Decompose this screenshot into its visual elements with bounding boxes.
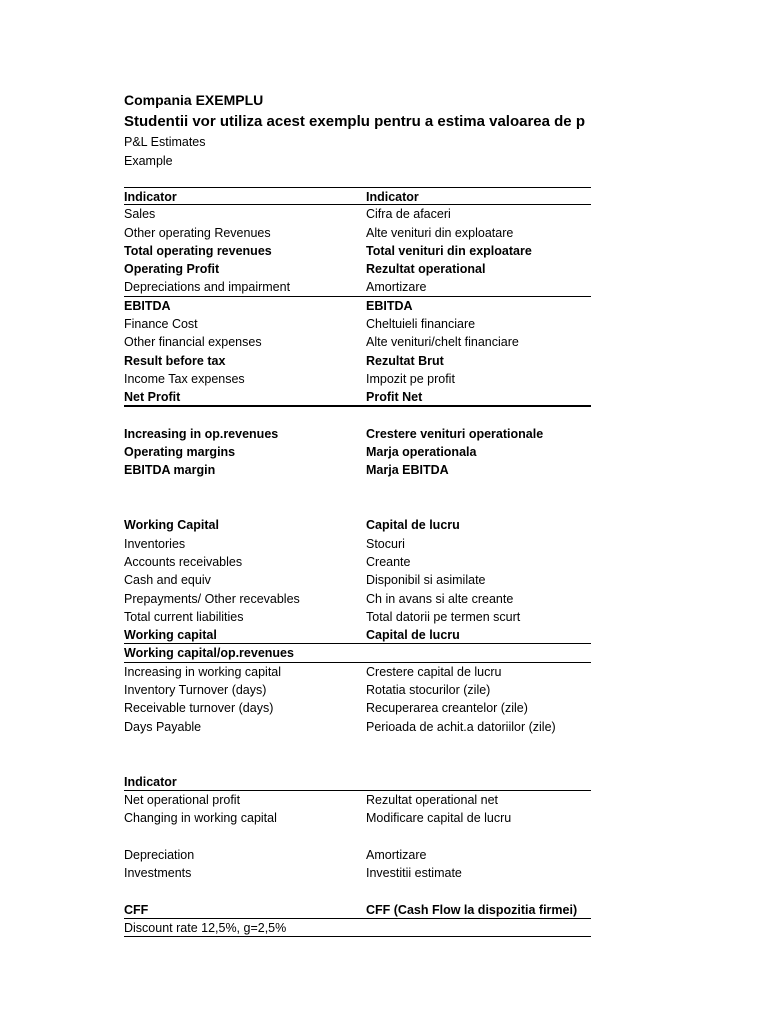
cell-en: EBITDA xyxy=(124,298,171,313)
cell-ro: Alte venituri/chelt financiare xyxy=(366,335,519,350)
pl-estimates-label: P&L Estimates xyxy=(124,135,206,149)
cell-en: Accounts receivables xyxy=(124,554,243,569)
cf-header-row xyxy=(124,773,591,791)
cf-row-net-operational-profit xyxy=(124,791,591,809)
company-title: Compania EXEMPLU xyxy=(124,92,264,108)
cell-ro: Crestere capital de lucru xyxy=(366,664,502,679)
cell-en: Prepayments/ Other recevables xyxy=(124,591,300,606)
cell-en: Increasing in working capital xyxy=(124,664,282,679)
cell-ro: Marja operationala xyxy=(366,445,477,460)
wc-row-inventory-turnover xyxy=(124,681,591,699)
cell-en: Depreciation xyxy=(124,847,195,862)
cell-ro: Cheltuieli financiare xyxy=(366,317,476,332)
pl-row-total-operating-revenues xyxy=(124,242,591,260)
cell-ro: Crestere venituri operationale xyxy=(366,426,544,441)
pl-row-other-operating-revenues xyxy=(124,224,591,242)
cell-en: Cash and equiv xyxy=(124,573,211,588)
cell-en: Net Profit xyxy=(124,390,181,405)
cell-ro: Rezultat operational xyxy=(366,262,486,277)
cell-ro: Rotatia stocurilor (zile) xyxy=(366,683,491,698)
ratio-row-increase-revenues xyxy=(124,425,591,443)
pl-row-finance-cost xyxy=(124,315,591,333)
cell-ro: Perioada de achit.a datoriilor (zile) xyxy=(366,719,556,734)
cell-ro: Ch in avans si alte creante xyxy=(366,591,514,606)
cf-header-ro xyxy=(366,773,591,790)
cell-ro: Total venituri din exploatare xyxy=(366,243,532,258)
wc-row-increase-wc xyxy=(124,663,591,681)
wc-header-ro: Capital de lucru xyxy=(366,518,460,533)
wc-row-days-payable xyxy=(124,718,591,736)
cell-ro: Impozit pe profit xyxy=(366,371,455,386)
cell-ro: Rezultat Brut xyxy=(366,353,444,368)
example-label: Example xyxy=(124,154,173,168)
wc-row-cash xyxy=(124,571,591,589)
wc-row-working-capital xyxy=(124,626,591,644)
pl-row-ebitda xyxy=(124,297,591,315)
ratio-row-operating-margins xyxy=(124,443,591,461)
cell-ro: Modificare capital de lucru xyxy=(366,811,512,826)
cell-en: CFF xyxy=(124,902,149,917)
pl-row-other-financial-expenses xyxy=(124,333,591,351)
instructions-subtitle: Studentii vor utiliza acest exemplu pentru a estima valoarea de p xyxy=(124,113,585,130)
cell-en: Income Tax expenses xyxy=(124,371,245,386)
cell-en: Net operational profit xyxy=(124,792,241,807)
wc-row-inventories xyxy=(124,535,591,553)
cell-ro: Stocuri xyxy=(366,536,405,551)
cf-header-en: Indicator xyxy=(124,774,177,789)
cell-ro: Disponibil si asimilate xyxy=(366,573,486,588)
cf-row-changing-wc xyxy=(124,809,591,827)
wc-row-wc-op-revenues xyxy=(124,644,591,662)
cell-en: Increasing in op.revenues xyxy=(124,426,279,441)
cell-en: Finance Cost xyxy=(124,317,198,332)
cell-en: Sales xyxy=(124,207,156,222)
cell-en: Other operating Revenues xyxy=(124,225,271,240)
cell-en: Operating margins xyxy=(124,445,236,460)
cell-en: Days Payable xyxy=(124,719,202,734)
pl-row-net-profit xyxy=(124,388,591,406)
cell-en: Working capital xyxy=(124,628,217,643)
cell-ro: Total datorii pe termen scurt xyxy=(366,609,521,624)
cell-en: Receivable turnover (days) xyxy=(124,701,274,716)
pl-row-depreciations xyxy=(124,278,591,296)
cf-row-depreciation xyxy=(124,846,591,864)
pl-row-result-before-tax xyxy=(124,352,591,370)
cell-en: EBITDA margin xyxy=(124,463,216,478)
cf-row-cff xyxy=(124,901,591,919)
cell-ro: Investitii estimate xyxy=(366,865,462,880)
pl-header-row xyxy=(124,187,591,205)
cell-ro: Recuperarea creantelor (zile) xyxy=(366,701,528,716)
cell-ro: CFF (Cash Flow la dispozitia firmei) xyxy=(366,902,578,917)
cell-en: Inventory Turnover (days) xyxy=(124,683,267,698)
wc-header-row xyxy=(124,516,591,534)
wc-row-receivable-turnover xyxy=(124,699,591,717)
cell-en: Depreciations and impairment xyxy=(124,280,291,295)
wc-row-accounts-receivables xyxy=(124,553,591,571)
cell-en: Total operating revenues xyxy=(124,243,272,258)
cell-ro: EBITDA xyxy=(366,298,413,313)
cell-ro: Amortizare xyxy=(366,847,427,862)
cell-ro: Alte venituri din exploatare xyxy=(366,225,514,240)
ratio-row-ebitda-margin xyxy=(124,461,591,479)
cell-en: Inventories xyxy=(124,536,186,551)
cell-en: Changing in working capital xyxy=(124,811,277,826)
wc-header-en: Working Capital xyxy=(124,518,219,533)
wc-row-prepayments xyxy=(124,590,591,608)
cell-en: Other financial expenses xyxy=(124,335,262,350)
cell-ro: Rezultat operational net xyxy=(366,792,499,807)
cell-ro xyxy=(366,644,591,661)
pl-row-income-tax xyxy=(124,370,591,388)
cell-en: Operating Profit xyxy=(124,262,220,277)
cell-ro: Profit Net xyxy=(366,390,423,405)
cell-en: Investments xyxy=(124,865,192,880)
cell-en: Total current liabilities xyxy=(124,609,244,624)
cell-en: Working capital/op.revenues xyxy=(124,646,294,661)
pl-row-sales xyxy=(124,205,591,223)
cell-ro: Creante xyxy=(366,554,411,569)
pl-header-ro: Indicator xyxy=(366,190,419,204)
spreadsheet xyxy=(124,90,591,937)
cell-ro xyxy=(366,919,591,936)
cell-en: Discount rate 12,5%, g=2,5% xyxy=(124,920,287,935)
pl-row-operating-profit xyxy=(124,260,591,278)
cf-row-investments xyxy=(124,864,591,882)
cell-ro: Marja EBITDA xyxy=(366,463,449,478)
pl-header-en: Indicator xyxy=(124,190,177,204)
wc-row-current-liabilities xyxy=(124,608,591,626)
cell-ro: Amortizare xyxy=(366,280,427,295)
cell-en: Result before tax xyxy=(124,353,226,368)
cell-ro: Cifra de afaceri xyxy=(366,207,451,222)
cell-ro: Capital de lucru xyxy=(366,628,460,643)
cf-row-discount-rate xyxy=(124,919,591,937)
